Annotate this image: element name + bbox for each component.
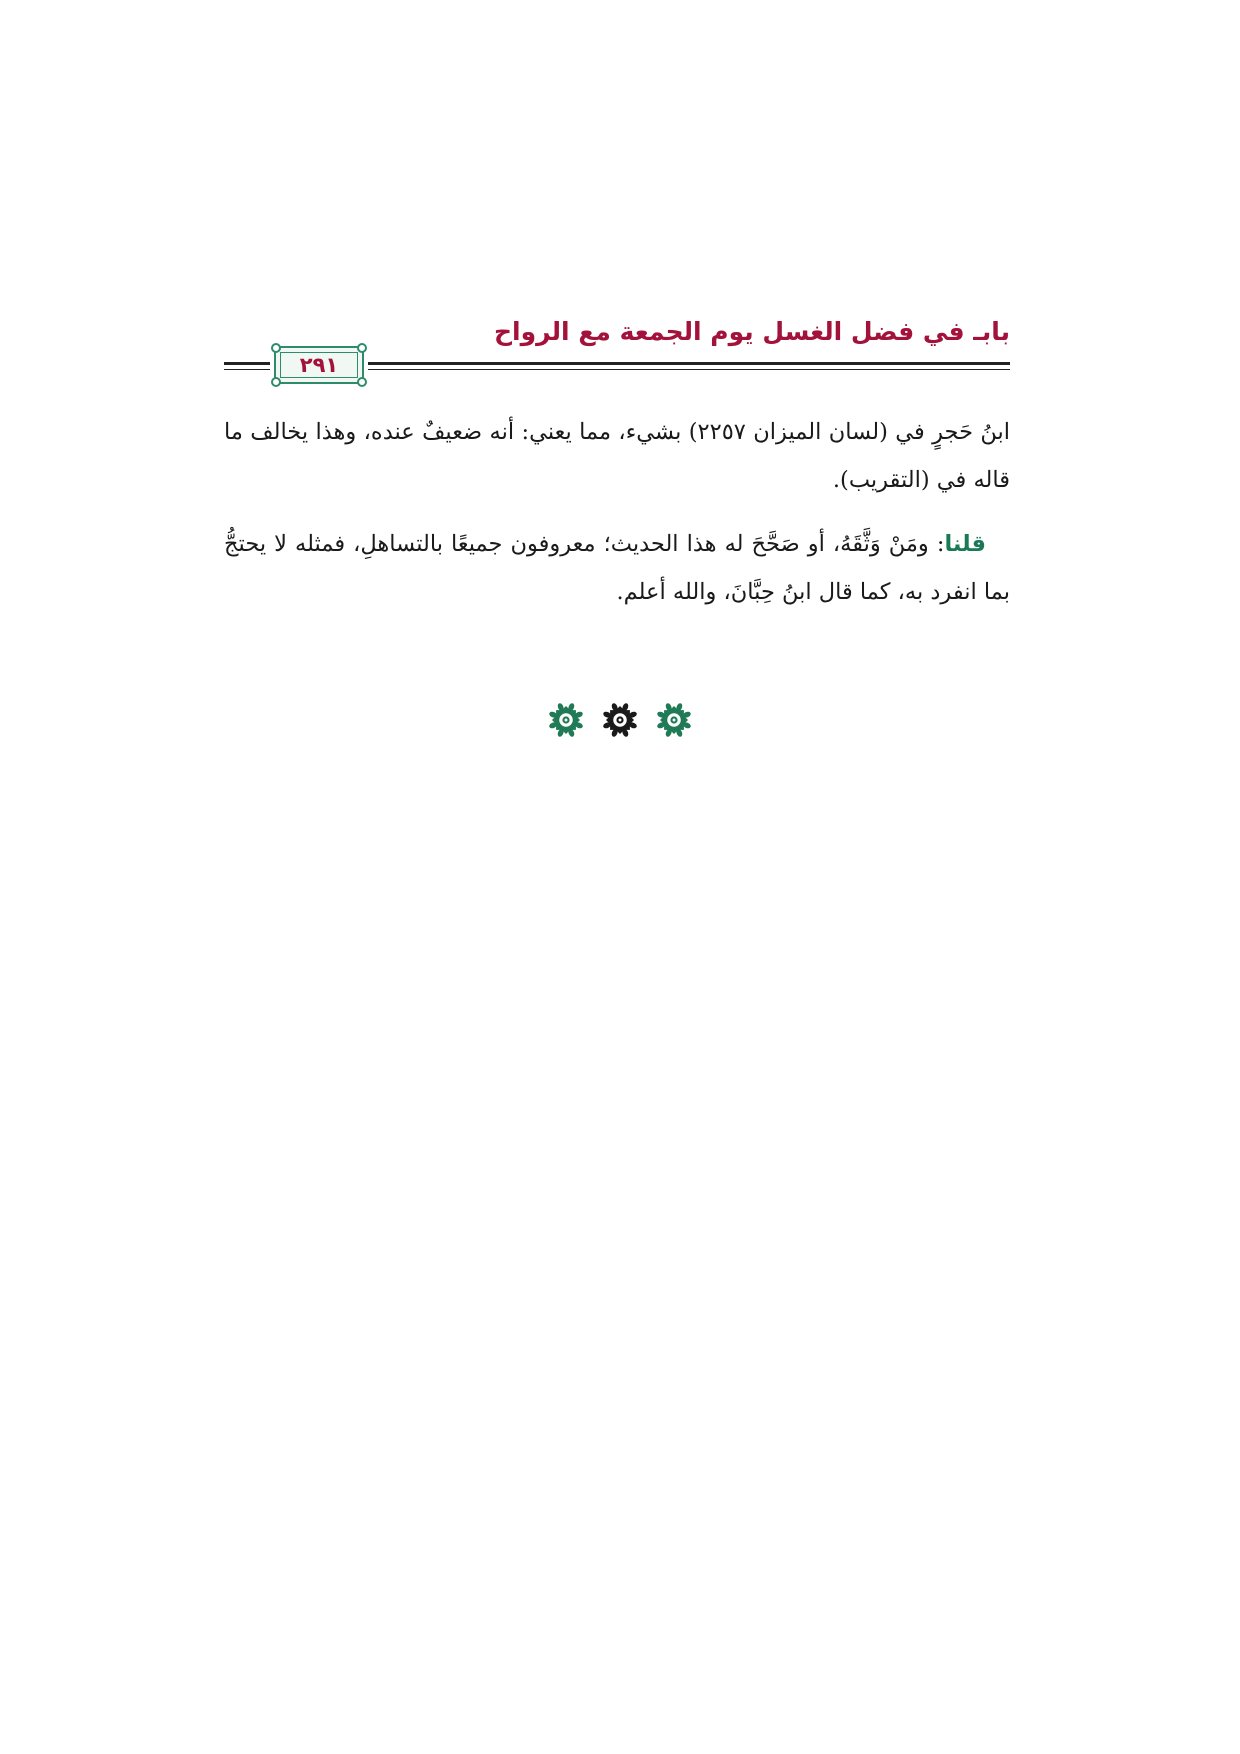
paragraph: ابنُ حَجرٍ في (لسان الميزان ٢٢٥٧) بشيء، مما يعني: أنه ضعيفٌ عنده، وهذا يخالف ما قاله في (التقريب).: [224, 419, 1011, 493]
star-flower-icon: [548, 702, 584, 738]
header-rule: [224, 362, 270, 365]
paragraph: [224, 520, 1010, 616]
star-flower-icon: [602, 702, 638, 738]
header-rule: [368, 369, 1010, 370]
paragraph-text: : ومَنْ وَثَّقَهُ، أو صَحَّحَ له هذا الحديث؛ معروفون جميعًا بالتساهلِ، فمثله لا يحتجُّ بما انفرد به، كما قال ابنُ حِبَّانَ، والله أعلم.: [224, 531, 1010, 605]
section-end-ornaments: [520, 702, 720, 742]
header-rule: [224, 369, 270, 370]
paragraph-lead-word: قلنا: [944, 531, 986, 557]
chapter-title: بابـ في فضل الغسل يوم الجمعة مع الرواح: [493, 317, 1010, 346]
header-rule: [368, 362, 1010, 365]
star-flower-icon: [656, 702, 692, 738]
page-body: [224, 408, 1010, 632]
page-number-frame: [274, 346, 364, 384]
page-header: [224, 312, 1010, 384]
page-number: ٢٩١: [299, 353, 339, 377]
